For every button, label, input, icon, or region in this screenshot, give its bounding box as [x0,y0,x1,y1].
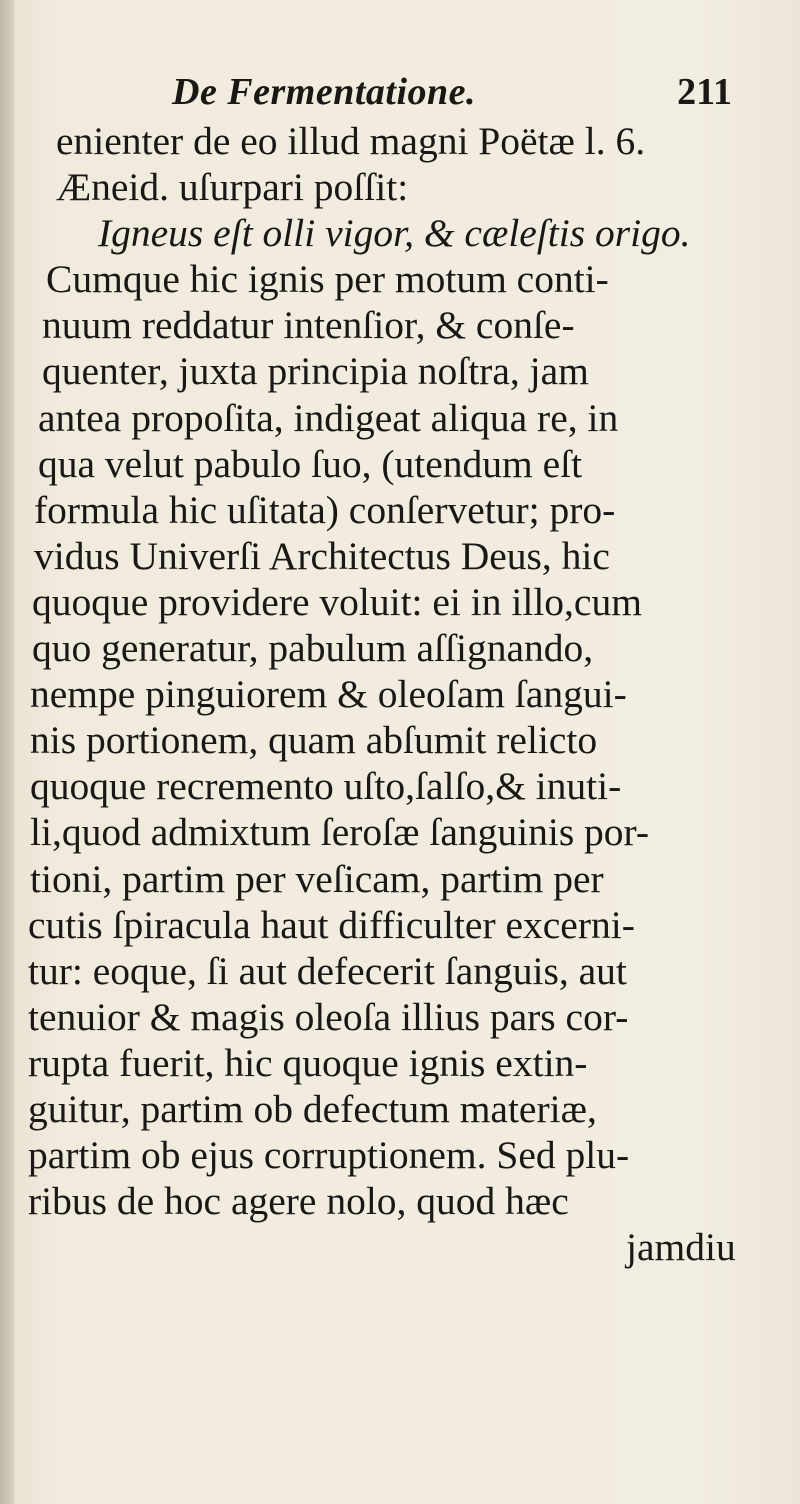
text-line: antea propoſita, indigeat aliqua re, in [38,395,619,440]
page-header [172,70,732,120]
text-line: quo generatur, pabulum aſſignando, [32,626,594,671]
text-line: guitur, partim ob defectum materiæ, [28,1086,597,1131]
text-line: vidus Univerſi Architectus Deus, hic [34,533,610,578]
text-line: li,quod admixtum ſeroſæ ſanguinis por- [30,810,650,855]
verse-quotation: Igneus eſt olli vigor, & cæleſtis origo. [98,211,691,256]
page-gutter [0,0,14,1504]
text-line: enienter de eo illud magni Poëtæ l. 6. [56,119,646,163]
text-line: quoque providere voluit: ei in illo,cum [32,579,642,624]
text-line: nempe pinguiorem & oleoſam ſangui- [30,672,627,717]
text-line: tur: eoque, ſi aut defecerit ſanguis, aut [28,948,627,993]
text-line: cutis ſpiracula haut difficulter excerni- [28,902,635,947]
text-line: rupta fuerit, hic quoque ignis extin- [28,1040,588,1085]
text-line: nuum reddatur intenſior, & conſe- [42,303,575,348]
text-line: qua velut pabulo ſuo, (utendum eſt [38,441,583,486]
text-line: ribus de hoc agere nolo, quod hæc [28,1179,569,1224]
text-line: tenuior & magis oleoſa illius pars cor- [28,994,629,1039]
catchword: jamdiu [626,1225,736,1270]
body-text [18,118,792,1270]
text-line: nis portionem, quam abſumit relicto [30,718,598,763]
text-line: formula hic uſitata) conſervetur; pro- [34,487,616,532]
text-line: tioni, partim per veſicam, partim per [30,856,604,901]
text-line: Æneid. uſurpari poſſit: [56,165,409,210]
text-line: quoque recremento uſto,ſalſo,& inuti- [30,764,622,809]
page-number: 211 [677,71,732,113]
text-line: quenter, juxta principia noſtra, jam [42,349,589,394]
running-title: De Fermentatione. [172,71,477,113]
text-line: Cumque hic ignis per motum conti- [46,257,609,302]
text-line: partim ob ejus corruptionem. Sed plu- [28,1133,630,1178]
